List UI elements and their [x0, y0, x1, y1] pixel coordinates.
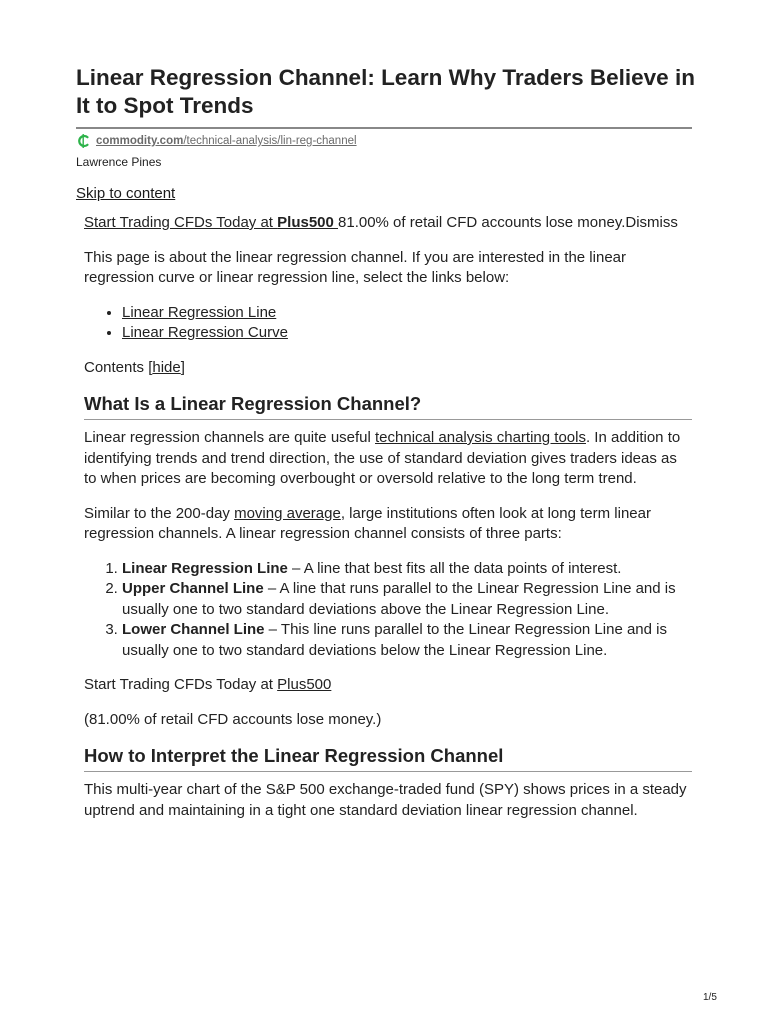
- intro-paragraph: This page is about the linear regression channel. If you are interested in the linear regression curve or linear regression line, select the links below:: [84, 248, 626, 286]
- cfd-banner: [84, 213, 692, 234]
- page-number: 1/5: [703, 992, 717, 1003]
- list-item: [122, 303, 692, 324]
- article-body: [84, 213, 692, 821]
- table-of-contents: [84, 358, 692, 379]
- s1p2-after: , large institutions often look at long term linear regression channels. A linear regression channel consists of three parts:: [84, 504, 651, 542]
- part-desc: – A line that best fits all the data points of interest.: [287, 559, 622, 577]
- part-desc: – This line runs parallel to the Linear Regression Line and is usually one to two standard deviations below the Linear Regression Line.: [122, 621, 667, 659]
- moving-average-link[interactable]: moving average: [234, 504, 341, 522]
- banner-brand: Plus500: [277, 214, 339, 231]
- cta-paragraph: [84, 675, 692, 696]
- s1p1-after: . In addition to identifying trends and trend direction, the use of standard deviation gives traders ideas as to when prices are becoming overbought or oversold relative to the long term trend.: [84, 429, 681, 487]
- section-heading-interpret: How to Interpret the Linear Regression Channel: [84, 744, 692, 772]
- section2-paragraph-1: This multi-year chart of the S&P 500 exchange-traded fund (SPY) shows prices in a steady uptrend and maintaining in a tight one standard deviation linear regression channel.: [84, 781, 687, 819]
- source-path[interactable]: /technical-analysis/lin-reg-channel: [183, 135, 357, 147]
- part-term: Lower Channel Line: [122, 621, 265, 638]
- part-term: Linear Regression Line: [122, 559, 288, 577]
- banner-risk-text: 81.00% of retail CFD accounts lose money.: [338, 214, 626, 231]
- channel-parts-list: [84, 559, 692, 662]
- cta-risk-warning: (81.00% of retail CFD accounts lose money.): [84, 710, 382, 728]
- skip-to-content-link[interactable]: Skip to content: [76, 185, 176, 202]
- list-item: [122, 323, 692, 344]
- list-item: [122, 620, 692, 661]
- section1-paragraph-1: [84, 428, 692, 490]
- title-divider: [76, 127, 692, 129]
- banner-dismiss-button[interactable]: Dismiss: [625, 214, 678, 231]
- toc-hide-link[interactable]: hide: [152, 358, 181, 376]
- linear-regression-line-link[interactable]: Linear Regression Line: [122, 303, 277, 321]
- toc-close-bracket: ]: [180, 358, 185, 376]
- list-item: [122, 559, 692, 580]
- commodity-logo-icon: [76, 133, 92, 149]
- s1p1-before: Linear regression channels are quite useful: [84, 429, 376, 446]
- cta-text: Start Trading CFDs Today at: [84, 676, 278, 693]
- banner-link-prefix: Start Trading CFDs Today at: [84, 214, 278, 231]
- section-heading-what-is: What Is a Linear Regression Channel?: [84, 392, 692, 420]
- article-title: Linear Regression Channel: Learn Why Traders Believe in It to Spot Trends: [76, 65, 695, 118]
- source-line: [76, 132, 357, 150]
- source-domain[interactable]: commodity.com: [96, 135, 184, 147]
- related-links-list: [84, 303, 692, 344]
- technical-analysis-tools-link[interactable]: technical analysis charting tools: [375, 429, 586, 446]
- list-item: [122, 579, 692, 620]
- part-desc: – A line that runs parallel to the Linear Regression Line and is usually one to two standard deviations above the Linear Regression Line.: [122, 580, 676, 618]
- linear-regression-curve-link[interactable]: Linear Regression Curve: [122, 324, 288, 341]
- s1p2-before: Similar to the 200-day: [84, 504, 235, 522]
- author-name: Lawrence Pines: [76, 155, 162, 169]
- plus500-link[interactable]: Plus500: [277, 676, 332, 693]
- part-term: Upper Channel Line: [122, 580, 264, 597]
- section1-paragraph-2: [84, 504, 692, 545]
- banner-trading-link[interactable]: [84, 214, 338, 231]
- toc-label: Contents [: [84, 358, 153, 376]
